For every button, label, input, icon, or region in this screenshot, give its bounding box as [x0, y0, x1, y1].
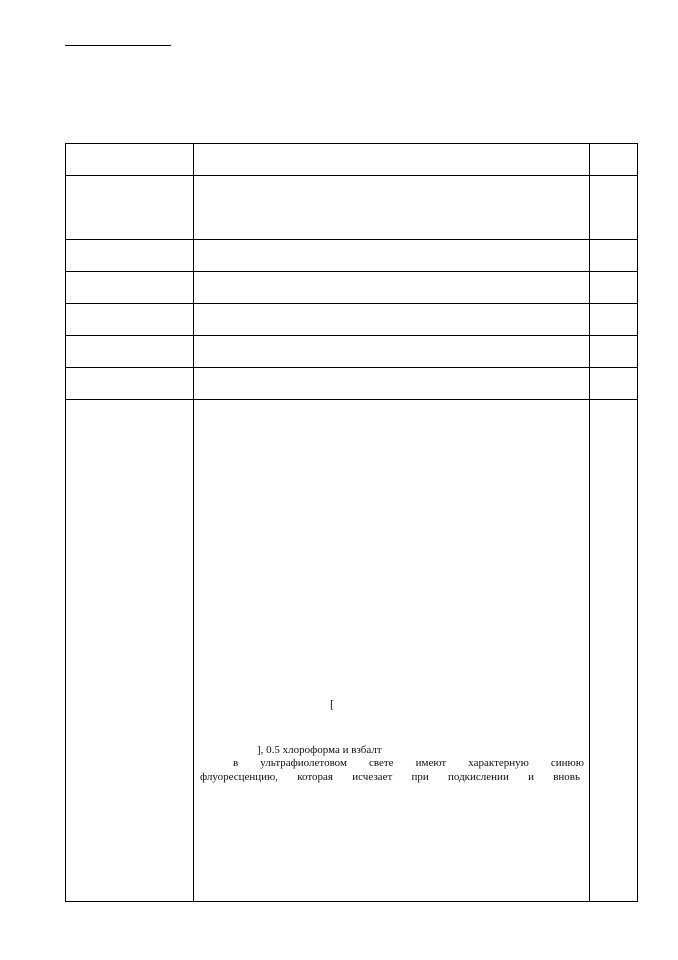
text-line-2: в ультрафиолетовом свете имеют характерную синюю	[233, 757, 584, 769]
table-row-6-col-1	[65, 335, 194, 368]
table-row-1-col-3	[589, 143, 638, 176]
table-row-3-col-2	[193, 239, 590, 272]
table-row-5-col-1	[65, 303, 194, 336]
table-row-8-col-2	[193, 399, 590, 902]
top-rule	[65, 45, 171, 46]
table-row-2-col-3	[589, 175, 638, 240]
table-row-3-col-3	[589, 239, 638, 272]
table-row-7-col-3	[589, 367, 638, 400]
table-row-2-col-2	[193, 175, 590, 240]
text-line-1: ], 0.5 хлороформа и взбалт	[257, 744, 382, 756]
table-row-6-col-2	[193, 335, 590, 368]
text-line-3: флуоресценцию, которая исчезает при подкислении и вновь	[200, 771, 580, 783]
table-row-7-col-2	[193, 367, 590, 400]
table-row-5-col-2	[193, 303, 590, 336]
table-row-1-col-2	[193, 143, 590, 176]
table-row-5-col-3	[589, 303, 638, 336]
table-row-8-col-3	[589, 399, 638, 902]
table-row-6-col-3	[589, 335, 638, 368]
bracket-mark: [	[330, 697, 334, 711]
document-table	[65, 143, 638, 902]
table-row-8-col-1	[65, 399, 194, 902]
table-row-7-col-1	[65, 367, 194, 400]
table-row-3-col-1	[65, 239, 194, 272]
table-row-4-col-1	[65, 271, 194, 304]
table-row-4-col-2	[193, 271, 590, 304]
table-row-4-col-3	[589, 271, 638, 304]
table-row-2-col-1	[65, 175, 194, 240]
table-row-1-col-1	[65, 143, 194, 176]
